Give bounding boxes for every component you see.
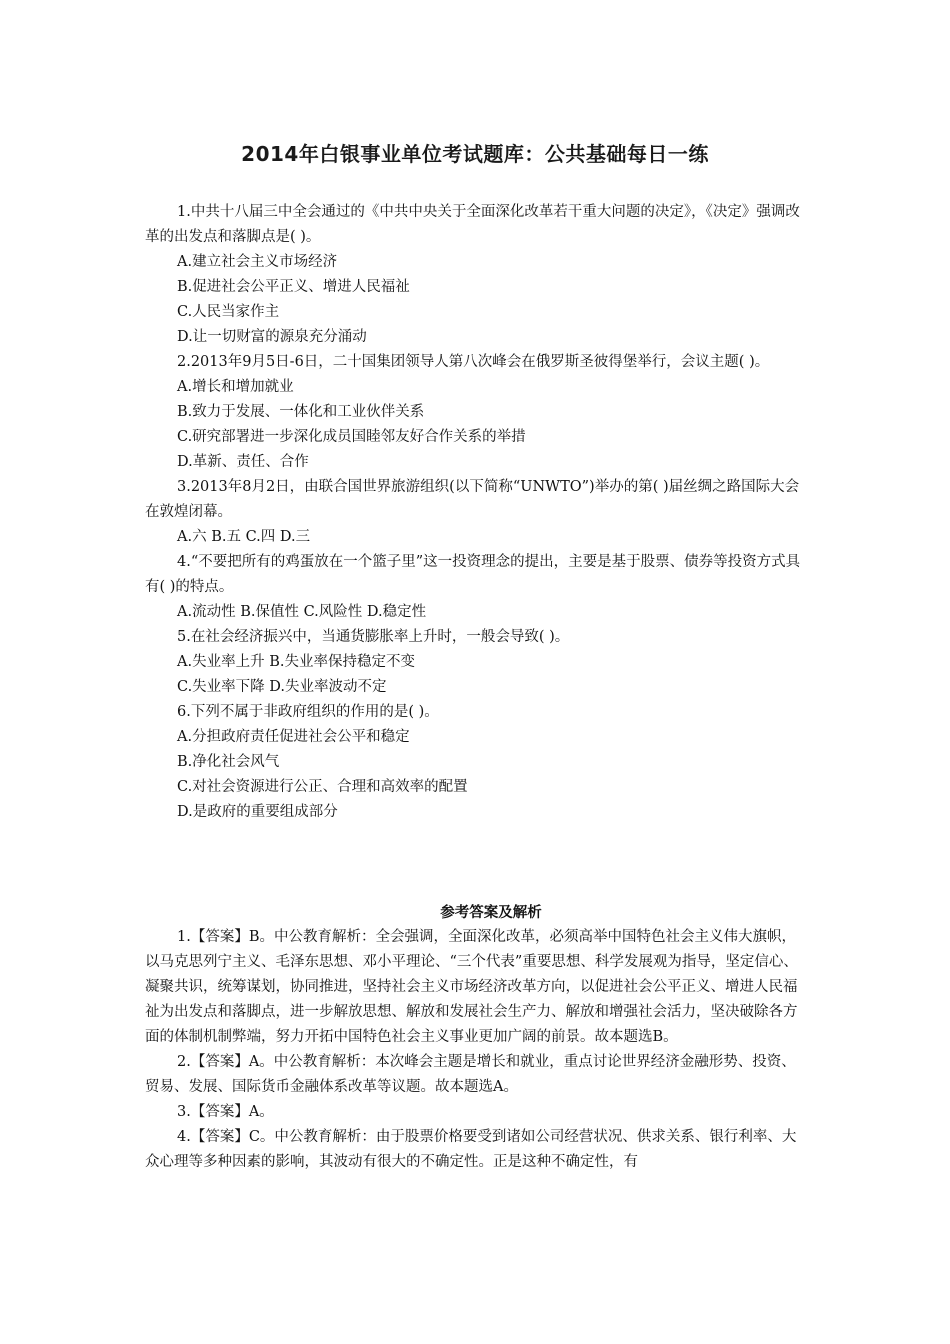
- question-option: A.增长和增加就业: [177, 379, 294, 395]
- answer-paragraph: 4.【答案】C。中公教育解析：由于股票价格要受到诸如公司经营状况、供求关系、银行利率、大众心理等多种因素的影响，其波动有很大的不确定性。正是这种不确定性，有: [145, 1129, 797, 1170]
- question-option: A.六 B.五 C.四 D.三: [177, 529, 311, 545]
- question-option: C.人民当家作主: [177, 304, 280, 320]
- question-stem: 3.2013年8月2日，由联合国世界旅游组织(以下简称“UNWTO”)举办的第( )届丝绸之路国际大会在敦煌闭幕。: [145, 479, 800, 520]
- answer-paragraph: 3.【答案】A。: [177, 1104, 274, 1120]
- document-body: [145, 200, 805, 1175]
- question-stem: 2.2013年9月5日-6日，二十国集团领导人第八次峰会在俄罗斯圣彼得堡举行，会议主题( )。: [177, 354, 770, 370]
- question-option: A.流动性 B.保值性 C.风险性 D.稳定性: [177, 604, 427, 620]
- section-spacer: [145, 825, 805, 900]
- question-stem: 1.中共十八届三中全会通过的《中共中央关于全面深化改革若干重大问题的决定》，《决定》强调改革的出发点和落脚点是( )。: [145, 204, 800, 245]
- question-option: C.研究部署进一步深化成员国睦邻友好合作关系的举措: [177, 429, 526, 445]
- question-stem: 4.“不要把所有的鸡蛋放在一个篮子里”这一投资理念的提出，主要是基于股票、债券等投资方式具有( )的特点。: [145, 554, 801, 595]
- document-title: 2014年白银事业单位考试题库：公共基础每日一练: [241, 142, 709, 166]
- answers-heading: 参考答案及解析: [440, 904, 542, 921]
- question-option: C.对社会资源进行公正、合理和高效率的配置: [177, 779, 468, 795]
- answer-paragraph: 2.【答案】A。中公教育解析：本次峰会主题是增长和就业，重点讨论世界经济金融形势、投资、贸易、发展、国际货币金融体系改革等议题。故本题选A。: [145, 1054, 796, 1095]
- question-stem: 5.在社会经济振兴中，当通货膨胀率上升时，一般会导致( )。: [177, 629, 570, 645]
- question-option: A.建立社会主义市场经济: [177, 254, 338, 270]
- question-option: A.分担政府责任促进社会公平和稳定: [177, 729, 410, 745]
- question-option: B.促进社会公平正义、增进人民福祉: [177, 279, 410, 295]
- question-option: C.失业率下降 D.失业率波动不定: [177, 679, 387, 695]
- question-option: A.失业率上升 B.失业率保持稳定不变: [177, 654, 415, 670]
- question-option: D.革新、责任、合作: [177, 454, 309, 470]
- question-option: B.致力于发展、一体化和工业伙伴关系: [177, 404, 425, 420]
- question-option: D.是政府的重要组成部分: [177, 804, 338, 820]
- question-option: D.让一切财富的源泉充分涌动: [177, 329, 367, 345]
- question-stem: 6.下列不属于非政府组织的作用的是( )。: [177, 704, 439, 720]
- answer-paragraph: 1.【答案】B。中公教育解析：全会强调，全面深化改革，必须高举中国特色社会主义伟大旗帜，以马克思列宁主义、毛泽东思想、邓小平理论、“三个代表”重要思想、科学发展观为指导，坚定信心、凝聚共识，统筹谋划，协同推进，坚持社会主义市场经济改革方向，以促进社会公平正义、增进人民福祉为出发点和落脚点，进一步解放思想、解放和发展社会生产力、解放和增强社会活力，坚决破除各方面的体制机制弊端，努力开拓中国特色社会主义事业更加广阔的前景。故本题选B。: [145, 929, 798, 1045]
- question-option: B.净化社会风气: [177, 754, 280, 770]
